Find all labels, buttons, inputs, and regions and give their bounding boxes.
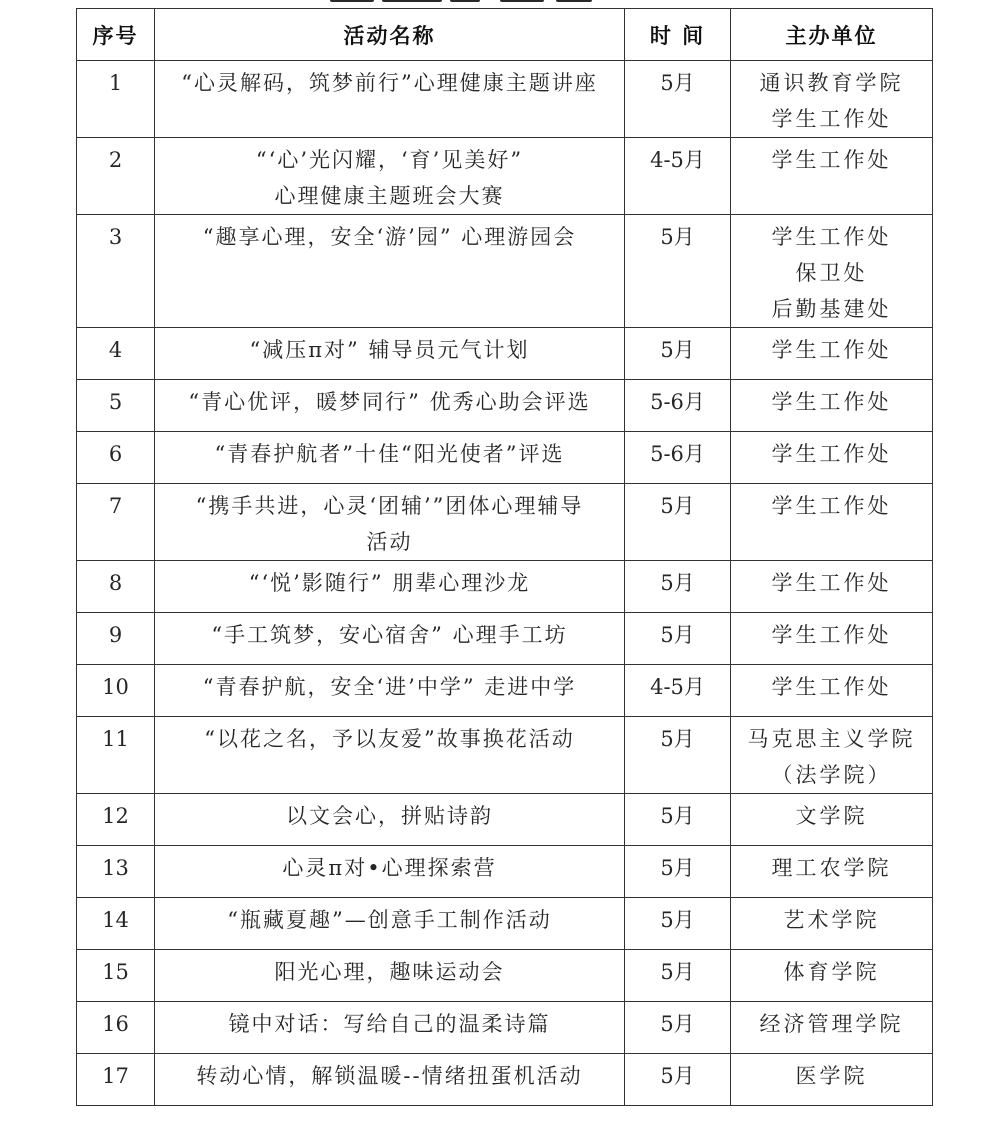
cell-organizer	[731, 950, 933, 1002]
organizer-line: 后勤基建处	[771, 297, 892, 321]
activity-name-line: “携手共进，心灵‘团辅’”团体心理辅导	[195, 494, 584, 518]
header-org: 主办单位	[731, 9, 933, 61]
organizer-line: 理工农学院	[771, 856, 892, 880]
cell-activity-name	[155, 138, 625, 215]
cell-organizer	[731, 665, 933, 717]
table-row	[77, 846, 933, 898]
organizer-line: 体育学院	[783, 960, 880, 984]
cell-time: 5月	[625, 717, 731, 794]
table-row	[77, 432, 933, 484]
cell-time: 5月	[625, 950, 731, 1002]
cell-time: 5月	[625, 61, 731, 138]
cell-no: 5	[77, 380, 155, 432]
cell-organizer	[731, 215, 933, 328]
activity-name-line: “减压π对” 辅导员元气计划	[249, 338, 530, 362]
activity-name-line: “‘悦’影随行” 朋辈心理沙龙	[248, 571, 531, 595]
activity-name-line: “心灵解码，筑梦前行”心理健康主题讲座	[181, 71, 598, 95]
cell-activity-name	[155, 484, 625, 561]
table-row	[77, 61, 933, 138]
cell-no: 13	[77, 846, 155, 898]
organizer-line: 学生工作处	[771, 623, 892, 647]
cell-activity-name	[155, 794, 625, 846]
cell-activity-name	[155, 613, 625, 665]
cell-time: 5月	[625, 1054, 731, 1106]
cell-time: 5月	[625, 1002, 731, 1054]
cell-activity-name	[155, 328, 625, 380]
cell-activity-name	[155, 846, 625, 898]
cell-activity-name	[155, 432, 625, 484]
cell-activity-name	[155, 1002, 625, 1054]
table-row	[77, 484, 933, 561]
organizer-line: 学生工作处	[771, 225, 892, 249]
table-row	[77, 717, 933, 794]
cell-activity-name	[155, 898, 625, 950]
activity-name-line: “以花之名，予以友爱”故事换花活动	[204, 727, 575, 751]
cell-no: 6	[77, 432, 155, 484]
organizer-line: 学生工作处	[771, 107, 892, 131]
cell-no: 4	[77, 328, 155, 380]
table-row	[77, 1002, 933, 1054]
table-row	[77, 794, 933, 846]
organizer-line: 学生工作处	[771, 494, 892, 518]
cell-time: 5月	[625, 794, 731, 846]
organizer-line: 学生工作处	[771, 675, 892, 699]
table-row	[77, 138, 933, 215]
organizer-line: 文学院	[795, 804, 868, 828]
activity-name-line: 心理健康主题班会大赛	[274, 184, 505, 208]
cell-no: 1	[77, 61, 155, 138]
cell-activity-name	[155, 215, 625, 328]
cell-no: 3	[77, 215, 155, 328]
cell-no: 11	[77, 717, 155, 794]
cell-time: 5月	[625, 484, 731, 561]
organizer-line: 学生工作处	[771, 390, 892, 414]
activity-name-line: “趣享心理，安全‘游’园” 心理游园会	[202, 225, 577, 249]
header-no: 序号	[77, 9, 155, 61]
activity-name-line: “青春护航，安全‘进’中学” 走进中学	[202, 675, 577, 699]
table-row	[77, 898, 933, 950]
cell-activity-name	[155, 380, 625, 432]
cell-activity-name	[155, 561, 625, 613]
table-row	[77, 613, 933, 665]
cell-organizer	[731, 717, 933, 794]
cell-time: 5月	[625, 846, 731, 898]
activity-name-line: “青春护航者”十佳“阳光使者”评选	[214, 442, 565, 466]
cell-no: 8	[77, 561, 155, 613]
table-row	[77, 561, 933, 613]
header-name: 活动名称	[155, 9, 625, 61]
organizer-line: 经济管理学院	[759, 1012, 904, 1036]
organizer-line: （法学院）	[771, 763, 892, 787]
cell-organizer	[731, 794, 933, 846]
organizer-line: 通识教育学院	[759, 71, 904, 95]
activity-table	[76, 8, 933, 1106]
organizer-line: 医学院	[795, 1064, 868, 1088]
cell-time: 5月	[625, 215, 731, 328]
table-row	[77, 950, 933, 1002]
cell-organizer	[731, 1054, 933, 1106]
cell-no: 7	[77, 484, 155, 561]
cell-organizer	[731, 380, 933, 432]
table-row	[77, 380, 933, 432]
activity-name-line: 镜中对话：写给自己的温柔诗篇	[228, 1012, 551, 1036]
organizer-line: 保卫处	[795, 261, 868, 285]
table-row	[77, 328, 933, 380]
cell-time: 5月	[625, 328, 731, 380]
cell-time: 5月	[625, 613, 731, 665]
activity-name-line: 活动	[366, 530, 413, 554]
cell-organizer	[731, 484, 933, 561]
cropped-title-remnant	[330, 0, 600, 4]
activity-name-line: 以文会心，拼贴诗韵	[286, 804, 493, 828]
cell-organizer	[731, 1002, 933, 1054]
cell-organizer	[731, 561, 933, 613]
header-time: 时 间	[625, 9, 731, 61]
cell-no: 14	[77, 898, 155, 950]
cell-time: 5月	[625, 898, 731, 950]
table-row	[77, 1054, 933, 1106]
organizer-line: 学生工作处	[771, 338, 892, 362]
cell-organizer	[731, 898, 933, 950]
cell-activity-name	[155, 1054, 625, 1106]
cell-no: 16	[77, 1002, 155, 1054]
activity-name-line: “‘心’光闪耀，‘育’见美好”	[255, 148, 524, 172]
activity-name-line: “瓶藏夏趣”—创意手工制作活动	[227, 908, 552, 932]
cell-time: 5-6月	[625, 380, 731, 432]
activity-name-line: “手工筑梦，安心宿舍” 心理手工坊	[211, 623, 568, 647]
table-header-row	[77, 9, 933, 61]
cell-no: 12	[77, 794, 155, 846]
cell-no: 17	[77, 1054, 155, 1106]
cell-time: 5月	[625, 561, 731, 613]
organizer-line: 学生工作处	[771, 442, 892, 466]
activity-name-line: 心灵π对•心理探索营	[282, 856, 497, 880]
activity-name-line: “青心优评，暖梦同行” 优秀心助会评选	[188, 390, 591, 414]
organizer-line: 马克思主义学院	[747, 727, 916, 751]
cell-activity-name	[155, 950, 625, 1002]
cell-activity-name	[155, 717, 625, 794]
table-row	[77, 665, 933, 717]
organizer-line: 艺术学院	[783, 908, 880, 932]
table-row	[77, 215, 933, 328]
cell-time: 4-5月	[625, 138, 731, 215]
organizer-line: 学生工作处	[771, 571, 892, 595]
cell-no: 15	[77, 950, 155, 1002]
cell-no: 10	[77, 665, 155, 717]
cell-organizer	[731, 613, 933, 665]
activity-name-line: 转动心情，解锁温暖--情绪扭蛋机活动	[196, 1064, 583, 1088]
cell-organizer	[731, 846, 933, 898]
cell-no: 2	[77, 138, 155, 215]
cell-time: 5-6月	[625, 432, 731, 484]
cell-activity-name	[155, 665, 625, 717]
cell-time: 4-5月	[625, 665, 731, 717]
activity-name-line: 阳光心理，趣味运动会	[274, 960, 505, 984]
cell-organizer	[731, 138, 933, 215]
organizer-line: 学生工作处	[771, 148, 892, 172]
cell-organizer	[731, 328, 933, 380]
table-body	[77, 61, 933, 1106]
cell-organizer	[731, 61, 933, 138]
cell-no: 9	[77, 613, 155, 665]
cell-organizer	[731, 432, 933, 484]
cell-activity-name	[155, 61, 625, 138]
